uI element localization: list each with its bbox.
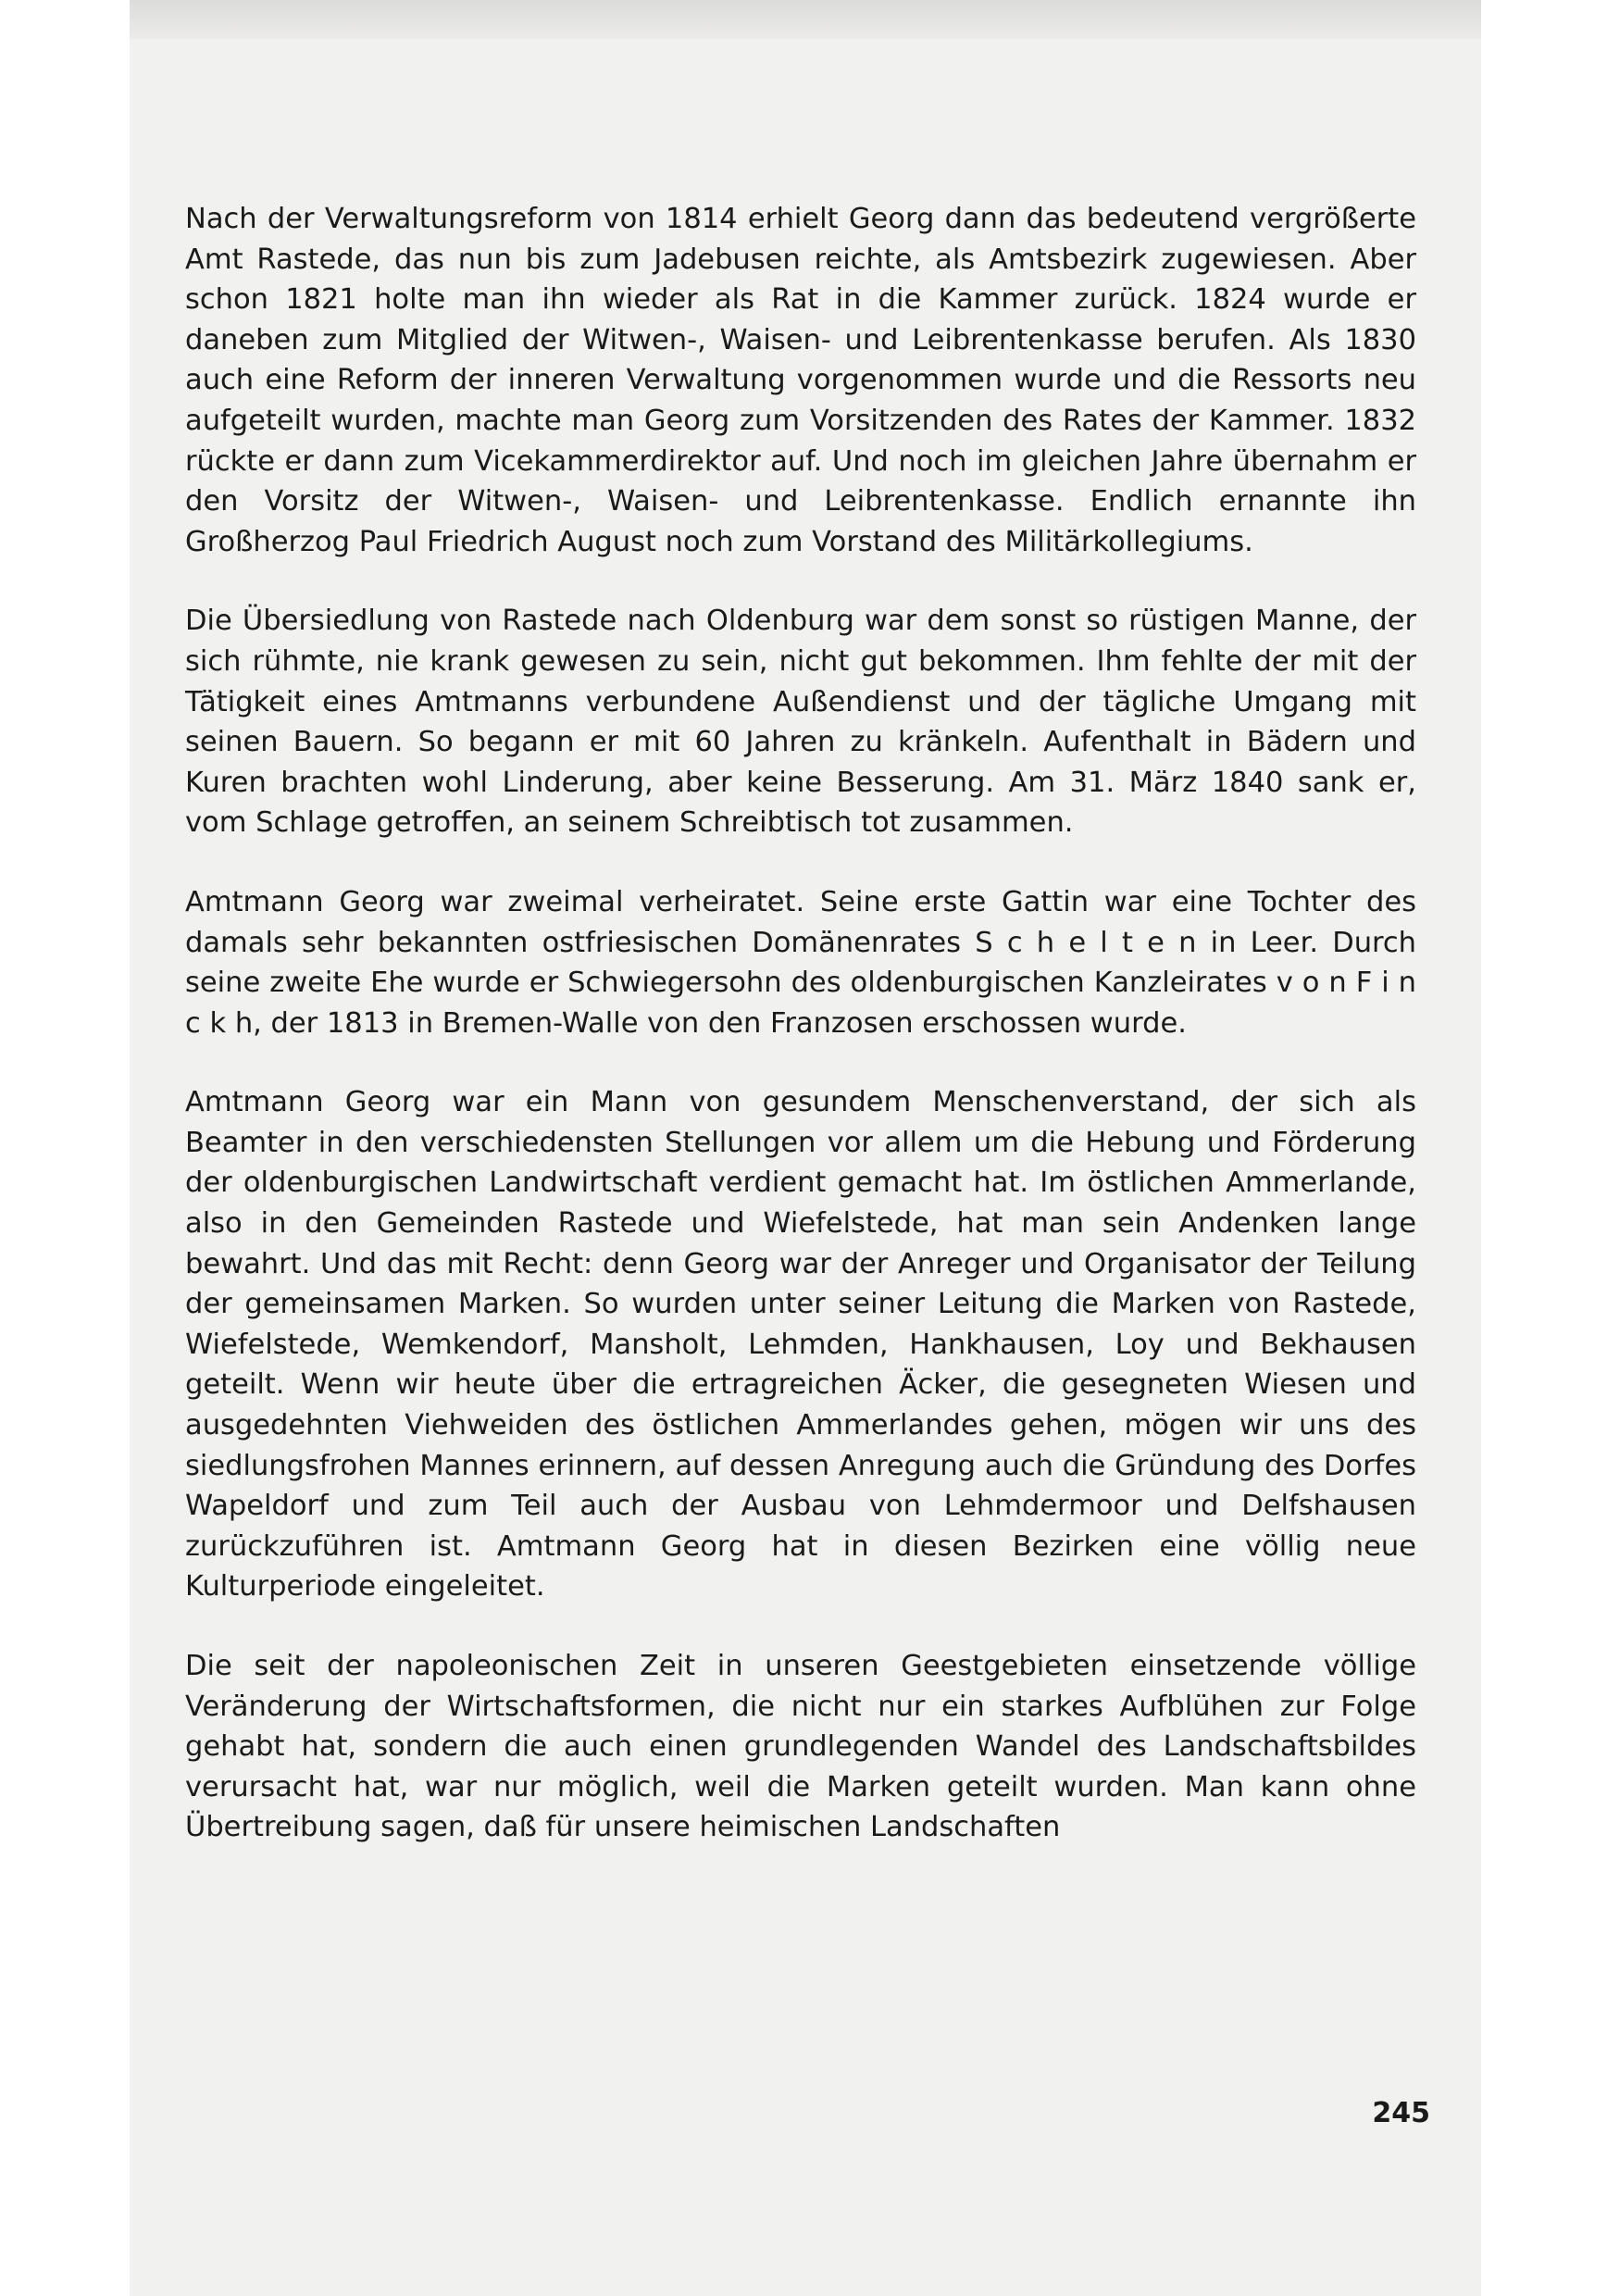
paragraph-5: Die seit der napoleonischen Zeit in unseren Geestgebieten einsetzende völlige Veränderung der Wirtschaftsformen, die nicht nur ein starkes Aufblühen zur Folge gehabt hat, sondern die auch einen grundlegenden Wandel des Landschaftsbildes verursacht hat, war nur möglich, weil die Marken geteilt wurden. Man kann ohne Übertreibung sagen, daß für unsere heimischen Landschaften <box>185 1650 1416 1844</box>
paragraph-2: Die Übersiedlung von Rastede nach Oldenburg war dem sonst so rüstigen Manne, der sich rühmte, nie krank gewesen zu sein, nicht gut bekommen. Ihm fehlte der mit der Tätigkeit eines Amtmanns verbundene Außendienst und der tägliche Umgang mit seinen Bauern. So begann er mit 60 Jahren zu kränkeln. Aufenthalt in Bädern und Kuren brachten wohl Linderung, aber keine Besserung. Am 31. März 1840 sank er, vom Schlage getroffen, an seinem Schreibtisch tot zusammen. <box>185 605 1416 840</box>
page-top-edge <box>130 0 1481 39</box>
body-text <box>185 199 1416 1887</box>
page-number: 245 <box>1372 2097 1430 2129</box>
paragraph-4: Amtmann Georg war ein Mann von gesundem Menschenverstand, der sich als Beamter in den verschiedensten Stellungen vor allem um die Hebung und Förderung der oldenburgischen Landwirtschaft verdient gemacht hat. Im östlichen Ammerlande, also in den Gemeinden Rastede und Wiefelstede, hat man sein Andenken lange bewahrt. Und das mit Recht: denn Georg war der Anreger und Organisator der Teilung der gemeinsamen Marken. So wurden unter seiner Leitung die Marken von Rastede, Wiefelstede, Wemkendorf, Mansholt, Lehmden, Hankhausen, Loy und Bekhausen geteilt. Wenn wir heute über die ertragreichen Äcker, die gesegneten Wiesen und ausgedehnten Viehweiden des östlichen Ammerlandes gehen, mögen wir uns des siedlungsfrohen Mannes erinnern, auf dessen Anregung auch die Gründung des Dorfes Wapeldorf und zum Teil auch der Ausbau von Lehmdermoor und Delfshausen zurückzuführen ist. Amtmann Georg hat in diesen Bezirken eine völlig neue Kulturperiode eingeleitet. <box>185 1086 1416 1603</box>
book-page <box>130 0 1481 2296</box>
paragraph-1: Nach der Verwaltungsreform von 1814 erhielt Georg dann das bedeutend vergrößerte Amt Rastede, das nun bis zum Jadebusen reichte, als Amtsbezirk zugewiesen. Aber schon 1821 holte man ihn wieder als Rat in die Kammer zurück. 1824 wurde er daneben zum Mitglied der Witwen-, Waisen- und Leibrentenkasse berufen. Als 1830 auch eine Reform der inneren Verwaltung vorgenommen wurde und die Ressorts neu aufgeteilt wurden, machte man Georg zum Vorsitzenden des Rates der Kammer. 1832 rückte er dann zum Vicekammerdirektor auf. Und noch im gleichen Jahre übernahm er den Vorsitz der Witwen-, Waisen- und Leibrentenkasse. Endlich ernannte ihn Großherzog Paul Friedrich August noch zum Vorstand des Militärkollegiums. <box>185 203 1416 558</box>
paragraph-3: Amtmann Georg war zweimal verheiratet. Seine erste Gattin war eine Tochter des damals sehr bekannten ostfriesischen Domänenrates S c h e l t e n in Leer. Durch seine zweite Ehe wurde er Schwiegersohn des oldenburgischen Kanzleirates v o n F i n c k h, der 1813 in Bremen-Walle von den Franzosen erschossen wurde. <box>185 885 1416 1040</box>
